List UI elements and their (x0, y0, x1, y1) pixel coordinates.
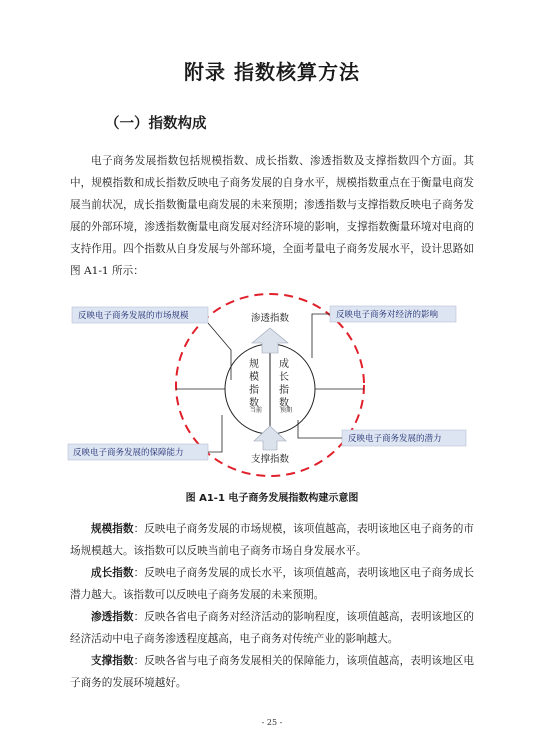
left-inner-char-4: 数 (249, 398, 259, 409)
left-small-label: 当前 (249, 407, 263, 414)
page-title: 附录 指数核算方法 (184, 60, 360, 84)
term-scale: 规模指数 (91, 523, 134, 535)
box-top-left-text: 反映电子商务发展的市场规模 (78, 311, 189, 321)
figure-caption: 图 A1-1 电子商务发展指数构建示意图 (185, 493, 359, 504)
definition-growth (70, 562, 474, 606)
definition-list (70, 518, 474, 694)
top-index-label: 渗透指数 (250, 313, 290, 324)
box-bottom-left-text: 反映电子商务发展的保障能力 (73, 448, 184, 458)
bottom-index-label: 支撑指数 (250, 454, 290, 465)
connector-bottom-right (298, 420, 342, 438)
definition-penetration (70, 606, 474, 650)
definition-penetration-text: ：反映各省电子商务对经济活动的影响程度，该项值越高，表明该地区的经济活动中电子商务渗透程度越高，电子商务对传统产业的影响越大。 (70, 611, 474, 645)
definition-support (70, 650, 474, 694)
connector-bottom-left (208, 415, 222, 452)
connector-top-right (312, 314, 330, 358)
right-inner-char-1: 成 (279, 359, 289, 370)
term-support: 支撑指数 (91, 655, 134, 667)
intro-paragraph (70, 150, 474, 282)
box-top-right-text: 反映电子商务对经济的影响 (336, 310, 439, 320)
definition-scale (70, 518, 474, 562)
box-bottom-right-text: 反映电子商务发展的潜力 (348, 434, 442, 444)
term-growth: 成长指数 (91, 567, 134, 579)
definition-support-text: ：反映各省与电子商务发展相关的保障能力，该项值越高，表明该地区电子商务的发展环境越好。 (70, 655, 474, 689)
left-inner-char-2: 模 (249, 372, 259, 383)
intro-text: 电子商务发展指数包括规模指数、成长指数、渗透指数及支撑指数四个方面。其中，规模指数和成长指数反映电子商务发展的自身水平，规模指数重点在于衡量电商发展当前状况，成长指数衡量电商发展的未来预期；渗透指数与支撑指数反映电子商务发展的外部环境，渗透指数衡量电商发展对经济环境的影响，支撑指数衡量环境对电商的支持作用。四个指数从自身发展与外部环境，全面考量电子商务发展水平，设计思路如图 A1-1 所示： (70, 155, 474, 277)
connector-top-left (208, 323, 231, 380)
page-number: - 25 - (261, 718, 283, 727)
right-inner-char-4: 数 (279, 398, 289, 409)
definition-scale-text: ：反映电子商务发展的市场规模，该项值越高，表明该地区电子商务的市场规模越大。该指数可以反映当前电子商务市场自身发展水平。 (70, 523, 474, 557)
right-inner-char-3: 指 (279, 385, 289, 396)
term-penetration: 渗透指数 (91, 611, 134, 623)
section-heading: （一）指数构成 (105, 116, 207, 132)
left-inner-char-3: 指 (249, 385, 259, 396)
definition-growth-text: ：反映电子商务发展的成长水平，该项值越高，表明该地区电子商务成长潜力越大。该指数可以反映电子商务发展的未来预期。 (70, 567, 474, 601)
index-structure-diagram (0, 290, 544, 480)
right-small-label: 预期 (279, 407, 293, 414)
left-inner-char-1: 规 (249, 359, 259, 370)
right-inner-char-2: 长 (279, 372, 289, 383)
